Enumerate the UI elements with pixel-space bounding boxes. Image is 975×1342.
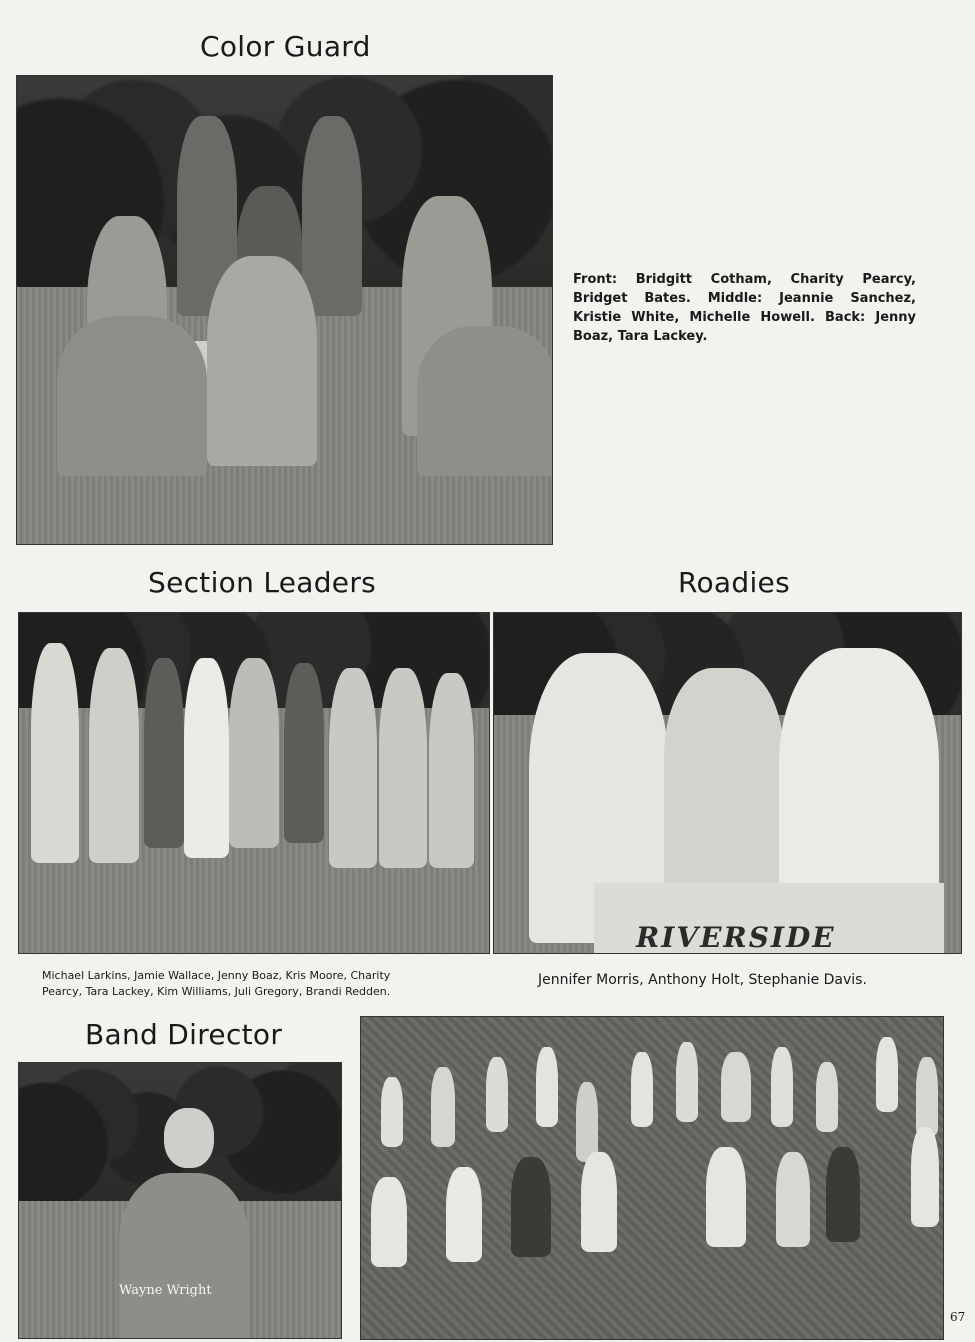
section-leaders-caption-line1: Michael Larkins, Jamie Wallace, Jenny Boaz, Kris Moore, Charity	[42, 969, 391, 982]
section-leaders-heading: Section Leaders	[148, 566, 377, 599]
section-leaders-photo	[18, 612, 490, 954]
page-number: 67	[950, 1310, 966, 1324]
band-director-name: Wayne Wright	[119, 1283, 212, 1298]
roadies-caption: Jennifer Morris, Anthony Holt, Stephanie Davis.	[538, 972, 867, 988]
band-formation-photo	[360, 1016, 944, 1340]
band-director-heading: Band Director	[85, 1018, 283, 1051]
color-guard-photo	[16, 75, 553, 545]
color-guard-heading: Color Guard	[200, 30, 371, 63]
band-director-photo	[18, 1062, 342, 1339]
roadies-heading: Roadies	[678, 566, 790, 599]
riverside-sign-text: RIVERSIDE	[636, 921, 836, 954]
roadies-photo	[493, 612, 962, 954]
color-guard-caption: Front: Bridgitt Cotham, Charity Pearcy, Bridget Bates. Middle: Jeannie Sanchez, Kristie White, Michelle Howell. Back: Jenny Boaz, Tara Lackey.	[573, 272, 916, 344]
section-leaders-caption-line2: Pearcy, Tara Lackey, Kim Williams, Juli Gregory, Brandi Redden.	[42, 985, 391, 998]
